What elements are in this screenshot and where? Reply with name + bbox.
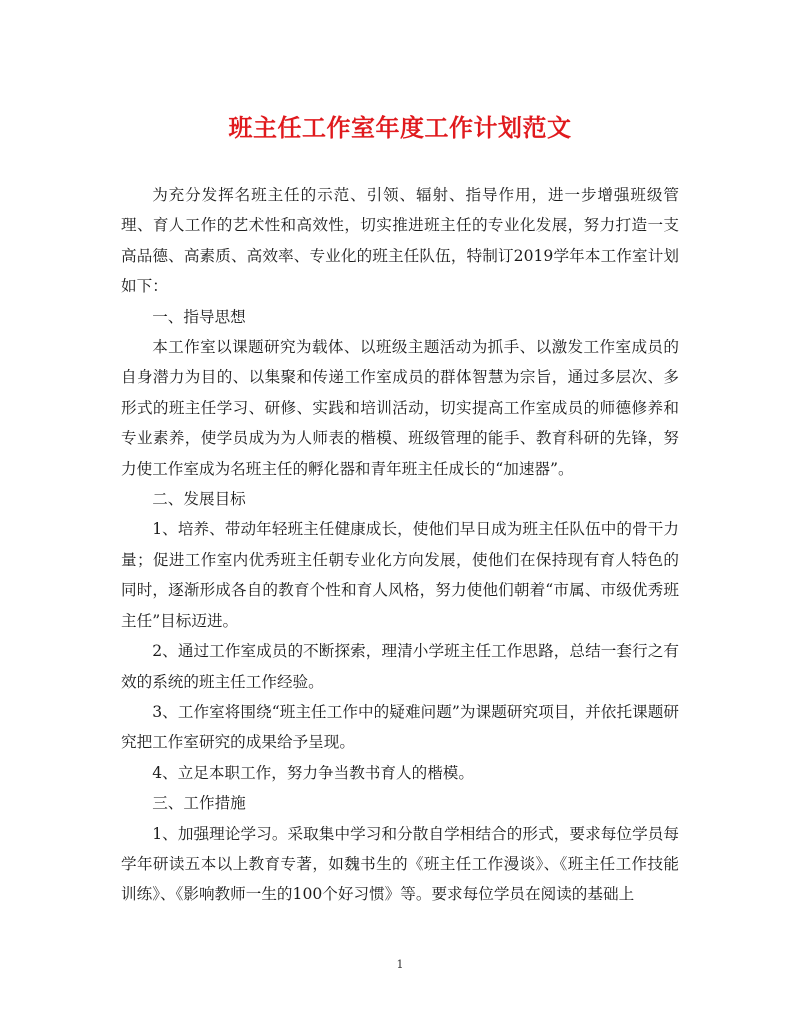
goal-item-4: 4、立足本职工作，努力争当教书育人的楷模。 (152, 763, 474, 782)
section-heading-work-measures: 三、工作措施 (152, 794, 246, 813)
intro-paragraph: 为充分发挥名班主任的示范、引领、辐射、指导作用，进一步增强班级管理、育人工作的艺术性和高效性，切实推进班主任的专业化发展，努力打造一支高品德、高素质、高效率、专业化的班主任队伍，特制订2019学年本工作室计划如下： (121, 186, 679, 296)
page-number: 1 (396, 958, 404, 971)
measure-item-1: 1、加强理论学习。采取集中学习和分散自学相结合的形式，要求每位学员每学年研读五本以上教育专著，如魏书生的《班主任工作漫谈》、《班主任工作技能训练》、《影响教师一生的100个好习惯》等。要求每位学员在阅读的基础上 (121, 824, 679, 904)
section-heading-guiding-thought: 一、指导思想 (152, 307, 246, 326)
guiding-thought-paragraph: 本工作室以课题研究为载体、以班级主题活动为抓手、以激发工作室成员的自身潜力为目的、以集聚和传递工作室成员的群体智慧为宗旨，通过多层次、多形式的班主任学习、研修、实践和培训活动，切实提高工作室成员的师德修养和专业素养，使学员成为为人师表的楷模、班级管理的能手、教育科研的先锋，努力使工作室成为名班主任的孵化器和青年班主任成长的“加速器”。 (121, 338, 679, 478)
goal-item-3: 3、工作室将围绕“班主任工作中的疑难问题”为课题研究项目，并依托课题研究把工作室研究的成果给予呈现。 (121, 702, 679, 752)
document-body (121, 180, 679, 910)
document-title: 班主任工作室年度工作计划范文 (228, 113, 572, 142)
goal-item-2: 2、通过工作室成员的不断探索，理清小学班主任工作思路，总结一套行之有效的系统的班主任工作经验。 (121, 642, 679, 691)
section-heading-development-goals: 二、发展目标 (152, 490, 246, 509)
goal-item-1: 1、培养、带动年轻班主任健康成长，使他们早日成为班主任队伍中的骨干力量；促进工作室内优秀班主任朝专业化方向发展，使他们在保持现有育人特色的同时，逐渐形成各自的教育个性和育人风格，努力使他们朝着“市属、市级优秀班主任”目标迈进。 (121, 520, 679, 630)
